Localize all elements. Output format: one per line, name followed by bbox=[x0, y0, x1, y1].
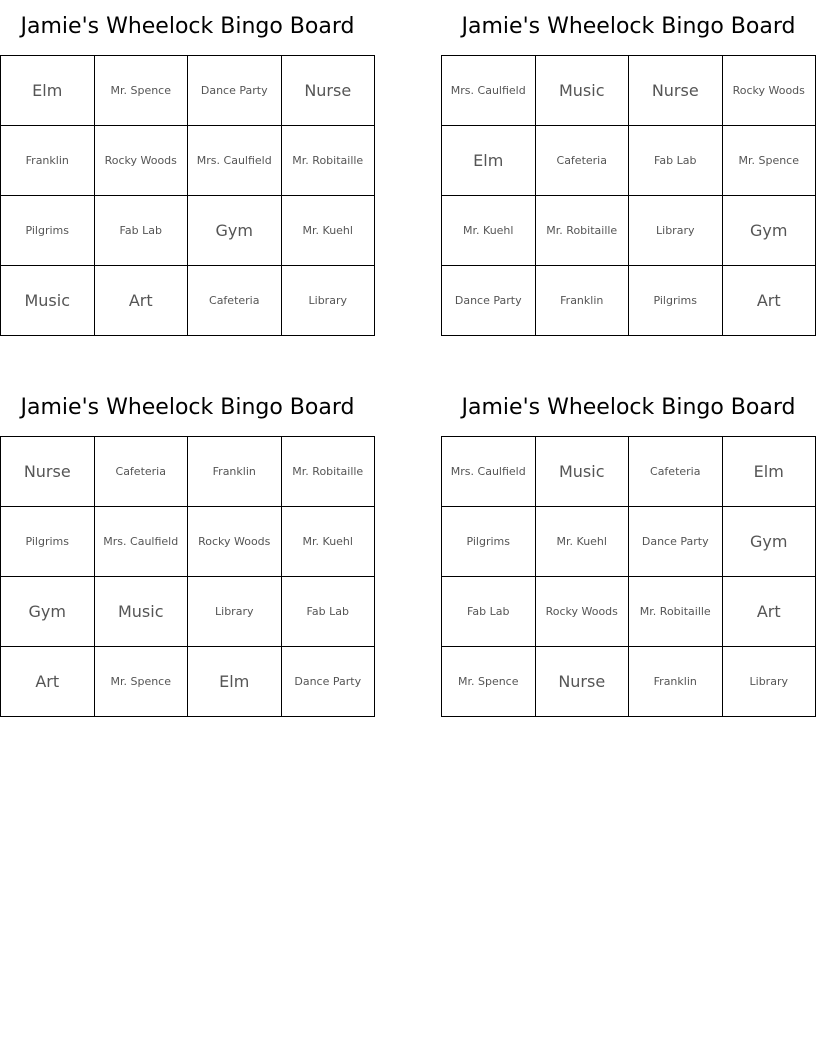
bingo-cell: Elm bbox=[188, 647, 282, 717]
bingo-cell: Rocky Woods bbox=[536, 577, 630, 647]
bingo-cell: Dance Party bbox=[188, 56, 282, 126]
bingo-cell: Mr. Kuehl bbox=[282, 196, 376, 266]
bingo-cell: Cafeteria bbox=[629, 437, 723, 507]
bingo-cell: Music bbox=[536, 56, 630, 126]
bingo-cell: Gym bbox=[1, 577, 95, 647]
bingo-cell: Dance Party bbox=[282, 647, 376, 717]
bingo-cell: Gym bbox=[188, 196, 282, 266]
bingo-cell: Mr. Robitaille bbox=[282, 437, 376, 507]
bingo-cell: Music bbox=[95, 577, 189, 647]
bingo-cell: Mrs. Caulfield bbox=[442, 437, 536, 507]
bingo-cell: Elm bbox=[1, 56, 95, 126]
bingo-cell: Mr. Kuehl bbox=[536, 507, 630, 577]
bingo-cell: Franklin bbox=[188, 437, 282, 507]
board-title: Jamie's Wheelock Bingo Board bbox=[461, 14, 796, 39]
bingo-cell: Library bbox=[282, 266, 376, 336]
bingo-cell: Cafeteria bbox=[188, 266, 282, 336]
bingo-cell: Cafeteria bbox=[536, 126, 630, 196]
bingo-cell: Mr. Robitaille bbox=[282, 126, 376, 196]
bingo-cell: Mrs. Caulfield bbox=[442, 56, 536, 126]
bingo-cell: Nurse bbox=[536, 647, 630, 717]
bingo-cell: Fab Lab bbox=[282, 577, 376, 647]
bingo-cell: Nurse bbox=[1, 437, 95, 507]
bingo-grid bbox=[0, 55, 375, 336]
bingo-grid bbox=[441, 55, 816, 336]
bingo-cell: Mrs. Caulfield bbox=[188, 126, 282, 196]
board-title: Jamie's Wheelock Bingo Board bbox=[461, 395, 796, 420]
bingo-cell: Rocky Woods bbox=[723, 56, 816, 126]
bingo-cell: Franklin bbox=[1, 126, 95, 196]
bingo-cell: Mr. Kuehl bbox=[282, 507, 376, 577]
bingo-cell: Mrs. Caulfield bbox=[95, 507, 189, 577]
bingo-cell: Elm bbox=[723, 437, 816, 507]
bingo-cell: Mr. Spence bbox=[723, 126, 816, 196]
bingo-cell: Art bbox=[1, 647, 95, 717]
bingo-cell: Fab Lab bbox=[442, 577, 536, 647]
bingo-cell: Art bbox=[723, 266, 816, 336]
bingo-cell: Library bbox=[188, 577, 282, 647]
bingo-cell: Fab Lab bbox=[629, 126, 723, 196]
bingo-cell: Mr. Spence bbox=[95, 647, 189, 717]
bingo-cell: Rocky Woods bbox=[95, 126, 189, 196]
bingo-cell: Cafeteria bbox=[95, 437, 189, 507]
bingo-cell: Mr. Spence bbox=[442, 647, 536, 717]
bingo-cell: Pilgrims bbox=[442, 507, 536, 577]
bingo-grid bbox=[0, 436, 375, 717]
bingo-cell: Music bbox=[1, 266, 95, 336]
bingo-cell: Mr. Spence bbox=[95, 56, 189, 126]
bingo-cell: Dance Party bbox=[442, 266, 536, 336]
bingo-cell: Library bbox=[629, 196, 723, 266]
bingo-cell: Mr. Kuehl bbox=[442, 196, 536, 266]
bingo-cell: Mr. Robitaille bbox=[629, 577, 723, 647]
bingo-cell: Gym bbox=[723, 196, 816, 266]
bingo-cell: Nurse bbox=[282, 56, 376, 126]
bingo-cell: Pilgrims bbox=[629, 266, 723, 336]
bingo-cell: Rocky Woods bbox=[188, 507, 282, 577]
bingo-cell: Art bbox=[95, 266, 189, 336]
board-title: Jamie's Wheelock Bingo Board bbox=[20, 395, 355, 420]
bingo-cell: Gym bbox=[723, 507, 816, 577]
bingo-cell: Franklin bbox=[629, 647, 723, 717]
bingo-grid bbox=[441, 436, 816, 717]
bingo-cell: Pilgrims bbox=[1, 507, 95, 577]
bingo-cell: Franklin bbox=[536, 266, 630, 336]
bingo-cell: Art bbox=[723, 577, 816, 647]
bingo-cell: Music bbox=[536, 437, 630, 507]
bingo-cell: Library bbox=[723, 647, 816, 717]
bingo-cell: Mr. Robitaille bbox=[536, 196, 630, 266]
board-title: Jamie's Wheelock Bingo Board bbox=[20, 14, 355, 39]
bingo-cell: Dance Party bbox=[629, 507, 723, 577]
bingo-cell: Fab Lab bbox=[95, 196, 189, 266]
bingo-cell: Elm bbox=[442, 126, 536, 196]
bingo-cell: Nurse bbox=[629, 56, 723, 126]
bingo-cell: Pilgrims bbox=[1, 196, 95, 266]
